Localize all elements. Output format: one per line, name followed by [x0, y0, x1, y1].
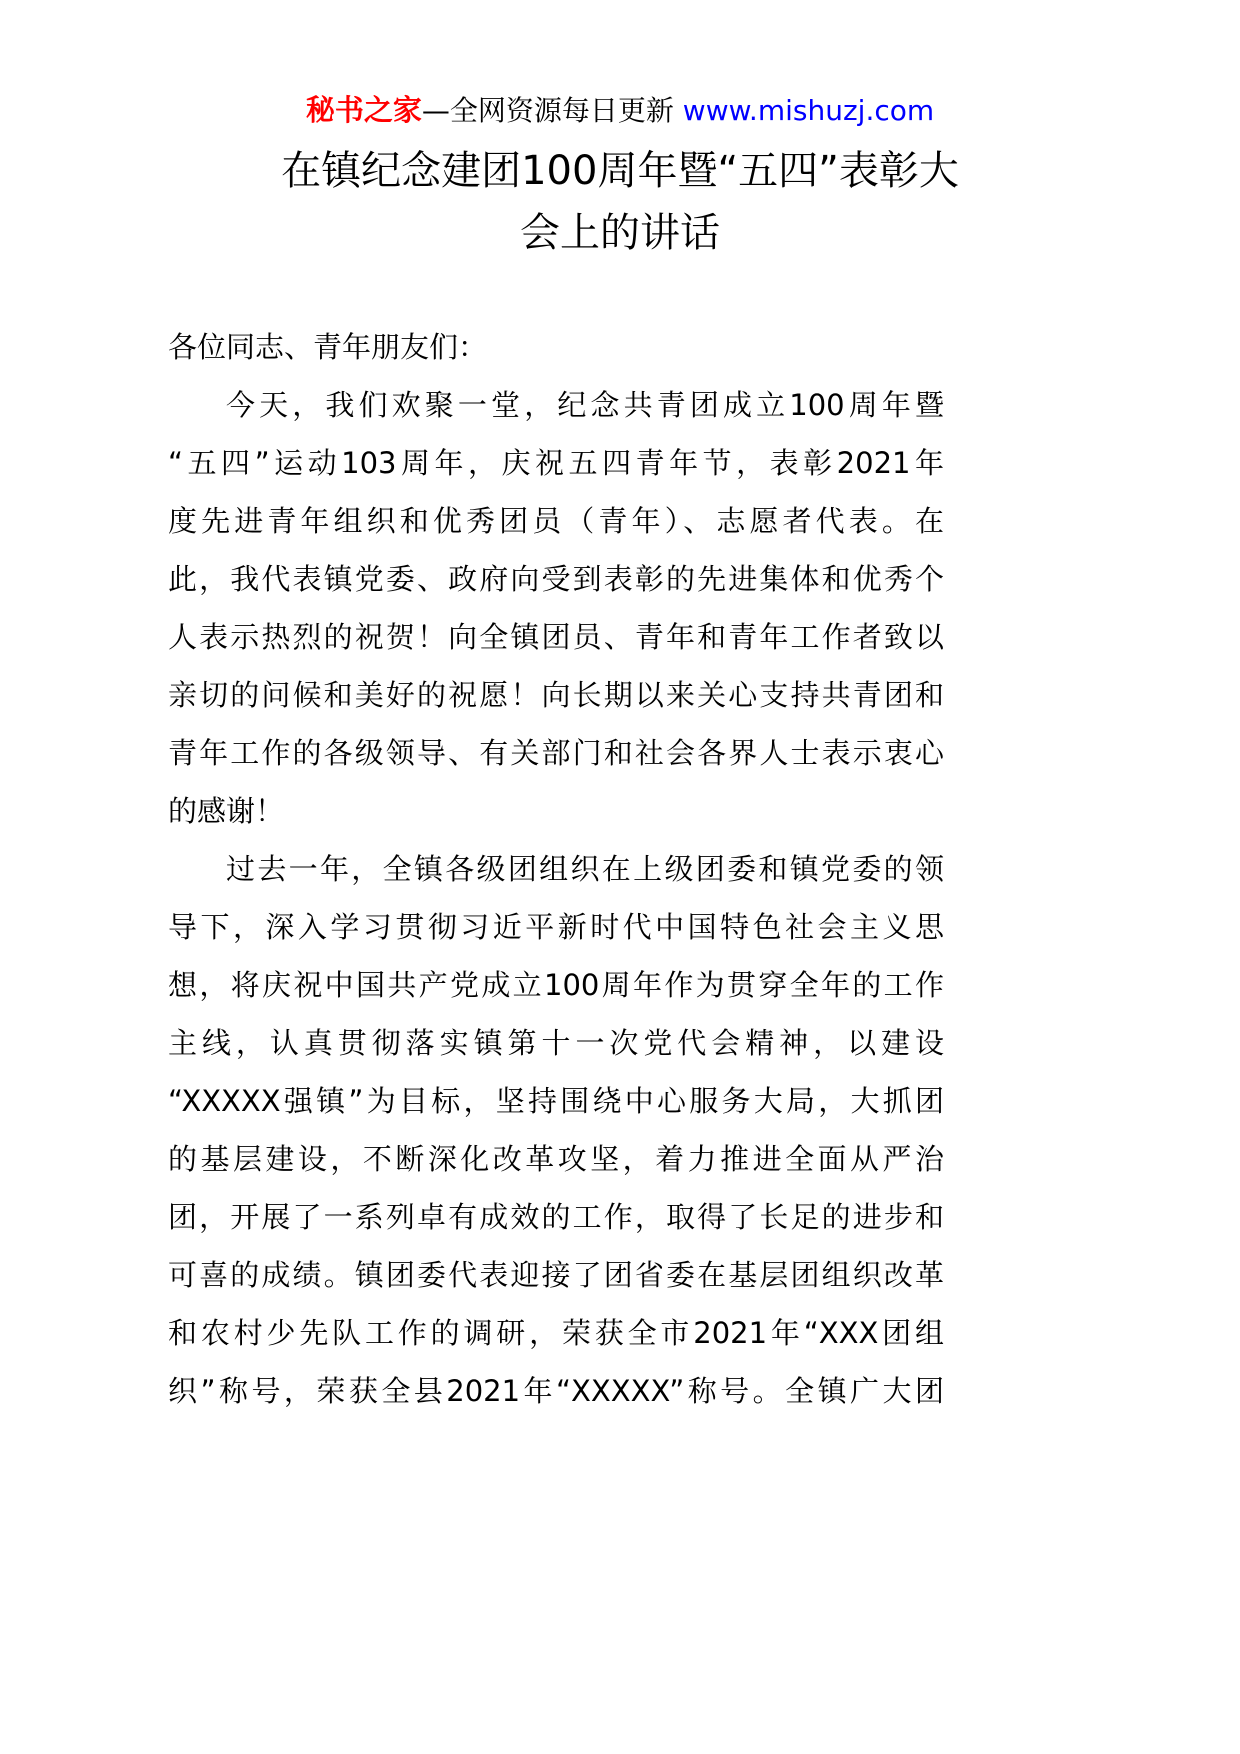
site-brand: 秘书之家: [305, 93, 422, 127]
paragraph-line: 人表示热烈的祝贺！向全镇团员、青年和青年工作者致以: [168, 620, 944, 654]
paragraph-line: 可喜的成绩。镇团委代表迎接了团省委在基层团组织改革: [168, 1258, 944, 1292]
paragraph-line: 的基层建设，不断深化改革攻坚，着力推进全面从严治: [168, 1142, 944, 1176]
title-line: 在镇纪念建团100周年暨“五四”表彰大: [281, 148, 959, 194]
paragraph-line: 导下，深入学习贯彻习近平新时代中国特色社会主义思: [168, 910, 944, 944]
salutation: 各位同志、青年朋友们：: [168, 330, 488, 364]
paragraph-line: 想，将庆祝中国共产党成立100周年作为贯穿全年的工作: [168, 968, 944, 1002]
paragraph-line: 的感谢！: [168, 794, 285, 828]
document-title: [100, 140, 1140, 264]
paragraph-line: 此，我代表镇党委、政府向受到表彰的先进集体和优秀个: [168, 562, 944, 596]
paragraph-line: 过去一年，全镇各级团组织在上级团委和镇党委的领: [226, 852, 944, 886]
paragraph-2: [168, 840, 944, 1420]
paragraph-line: 度先进青年组织和优秀团员（青年）、志愿者代表。在: [168, 504, 944, 538]
site-url-link[interactable]: www.mishuzj.com: [682, 94, 935, 127]
paragraph-line: 今天，我们欢聚一堂，纪念共青团成立100周年暨: [226, 388, 944, 422]
paragraph-1: [168, 376, 944, 840]
paragraph-line: 亲切的问候和美好的祝愿！向长期以来关心支持共青团和: [168, 678, 944, 712]
paragraph-line: 织”称号，荣获全县2021年“XXXXX”称号。全镇广大团: [168, 1374, 944, 1408]
paragraph-line: 团，开展了一系列卓有成效的工作，取得了长足的进步和: [168, 1200, 944, 1234]
site-header: [0, 90, 1240, 131]
paragraph-line: 青年工作的各级领导、有关部门和社会各界人士表示衷心: [168, 736, 944, 770]
document-body: [168, 318, 944, 1420]
paragraph-line: “XXXXX强镇”为目标，坚持围绕中心服务大局，大抓团: [168, 1084, 944, 1118]
paragraph-line: 和农村少先队工作的调研，荣获全市2021年“XXX团组: [168, 1316, 944, 1350]
title-line: 会上的讲话: [520, 210, 720, 256]
paragraph-line: “五四”运动103周年，庆祝五四青年节，表彰2021年: [168, 446, 944, 480]
site-slogan: —全网资源每日更新: [421, 94, 674, 127]
paragraph-line: 主线，认真贯彻落实镇第十一次党代会精神，以建设: [168, 1026, 944, 1060]
